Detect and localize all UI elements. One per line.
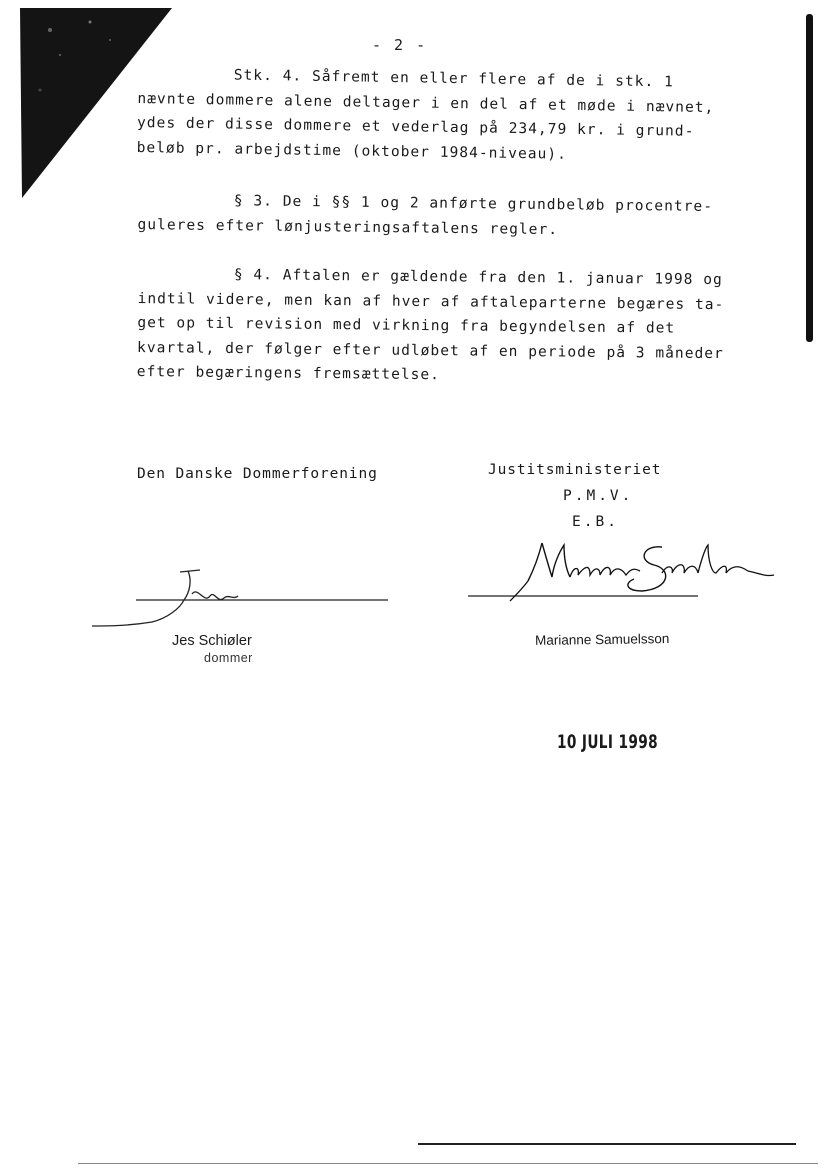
footer-line	[418, 1143, 796, 1145]
left-signatory-title: dommer	[204, 651, 253, 665]
right-signatory-name: Marianne Samuelsson	[534, 631, 670, 648]
pmv-label: P.M.V.	[563, 488, 634, 504]
paragraph-section-4	[137, 262, 738, 391]
eb-label: E.B.	[572, 514, 619, 530]
paragraph-body: De i §§ 1 og 2 anførte grundbeløb procentre- guleres efter lønjusteringsaftalens regler.	[137, 193, 714, 238]
footer-line	[78, 1163, 818, 1164]
paragraph-lead: § 4.	[233, 267, 274, 284]
paragraph-stk-4	[136, 62, 737, 169]
date-stamp: 10 JULI 1998	[557, 731, 658, 753]
paragraph-lead: § 3.	[233, 193, 274, 210]
page-number: - 2 -	[372, 36, 428, 54]
left-signature	[88, 560, 398, 635]
paragraph-body: Aftalen er gældende fra den 1. januar 1998 og indtil videre, men kan af hver af aftaleparterne begæres ta- get op til revision med virkning fra begyndelsen af det kvartal, der følger efter udløbet af en periode på 3 måneder efter begæringens fremsættelse.	[136, 267, 725, 384]
right-organization: Justitsministeriet	[488, 462, 662, 478]
paragraph-section-3	[137, 188, 738, 244]
left-organization: Den Danske Dommerforening	[137, 466, 378, 482]
right-signature	[466, 533, 786, 605]
scan-edge-bar	[806, 14, 813, 342]
left-signatory-name: Jes Schiøler	[172, 633, 252, 649]
paragraph-body: Såfremt en eller flere af de i stk. 1 nævnte dommere alene deltager i en del af et møde i nævnet, ydes der disse dommere et vederlag på 234,79 kr. i grund- beløb pr. arbejdstime (oktober 1984-niveau).	[136, 68, 715, 163]
paragraph-lead: Stk. 4.	[233, 67, 303, 85]
